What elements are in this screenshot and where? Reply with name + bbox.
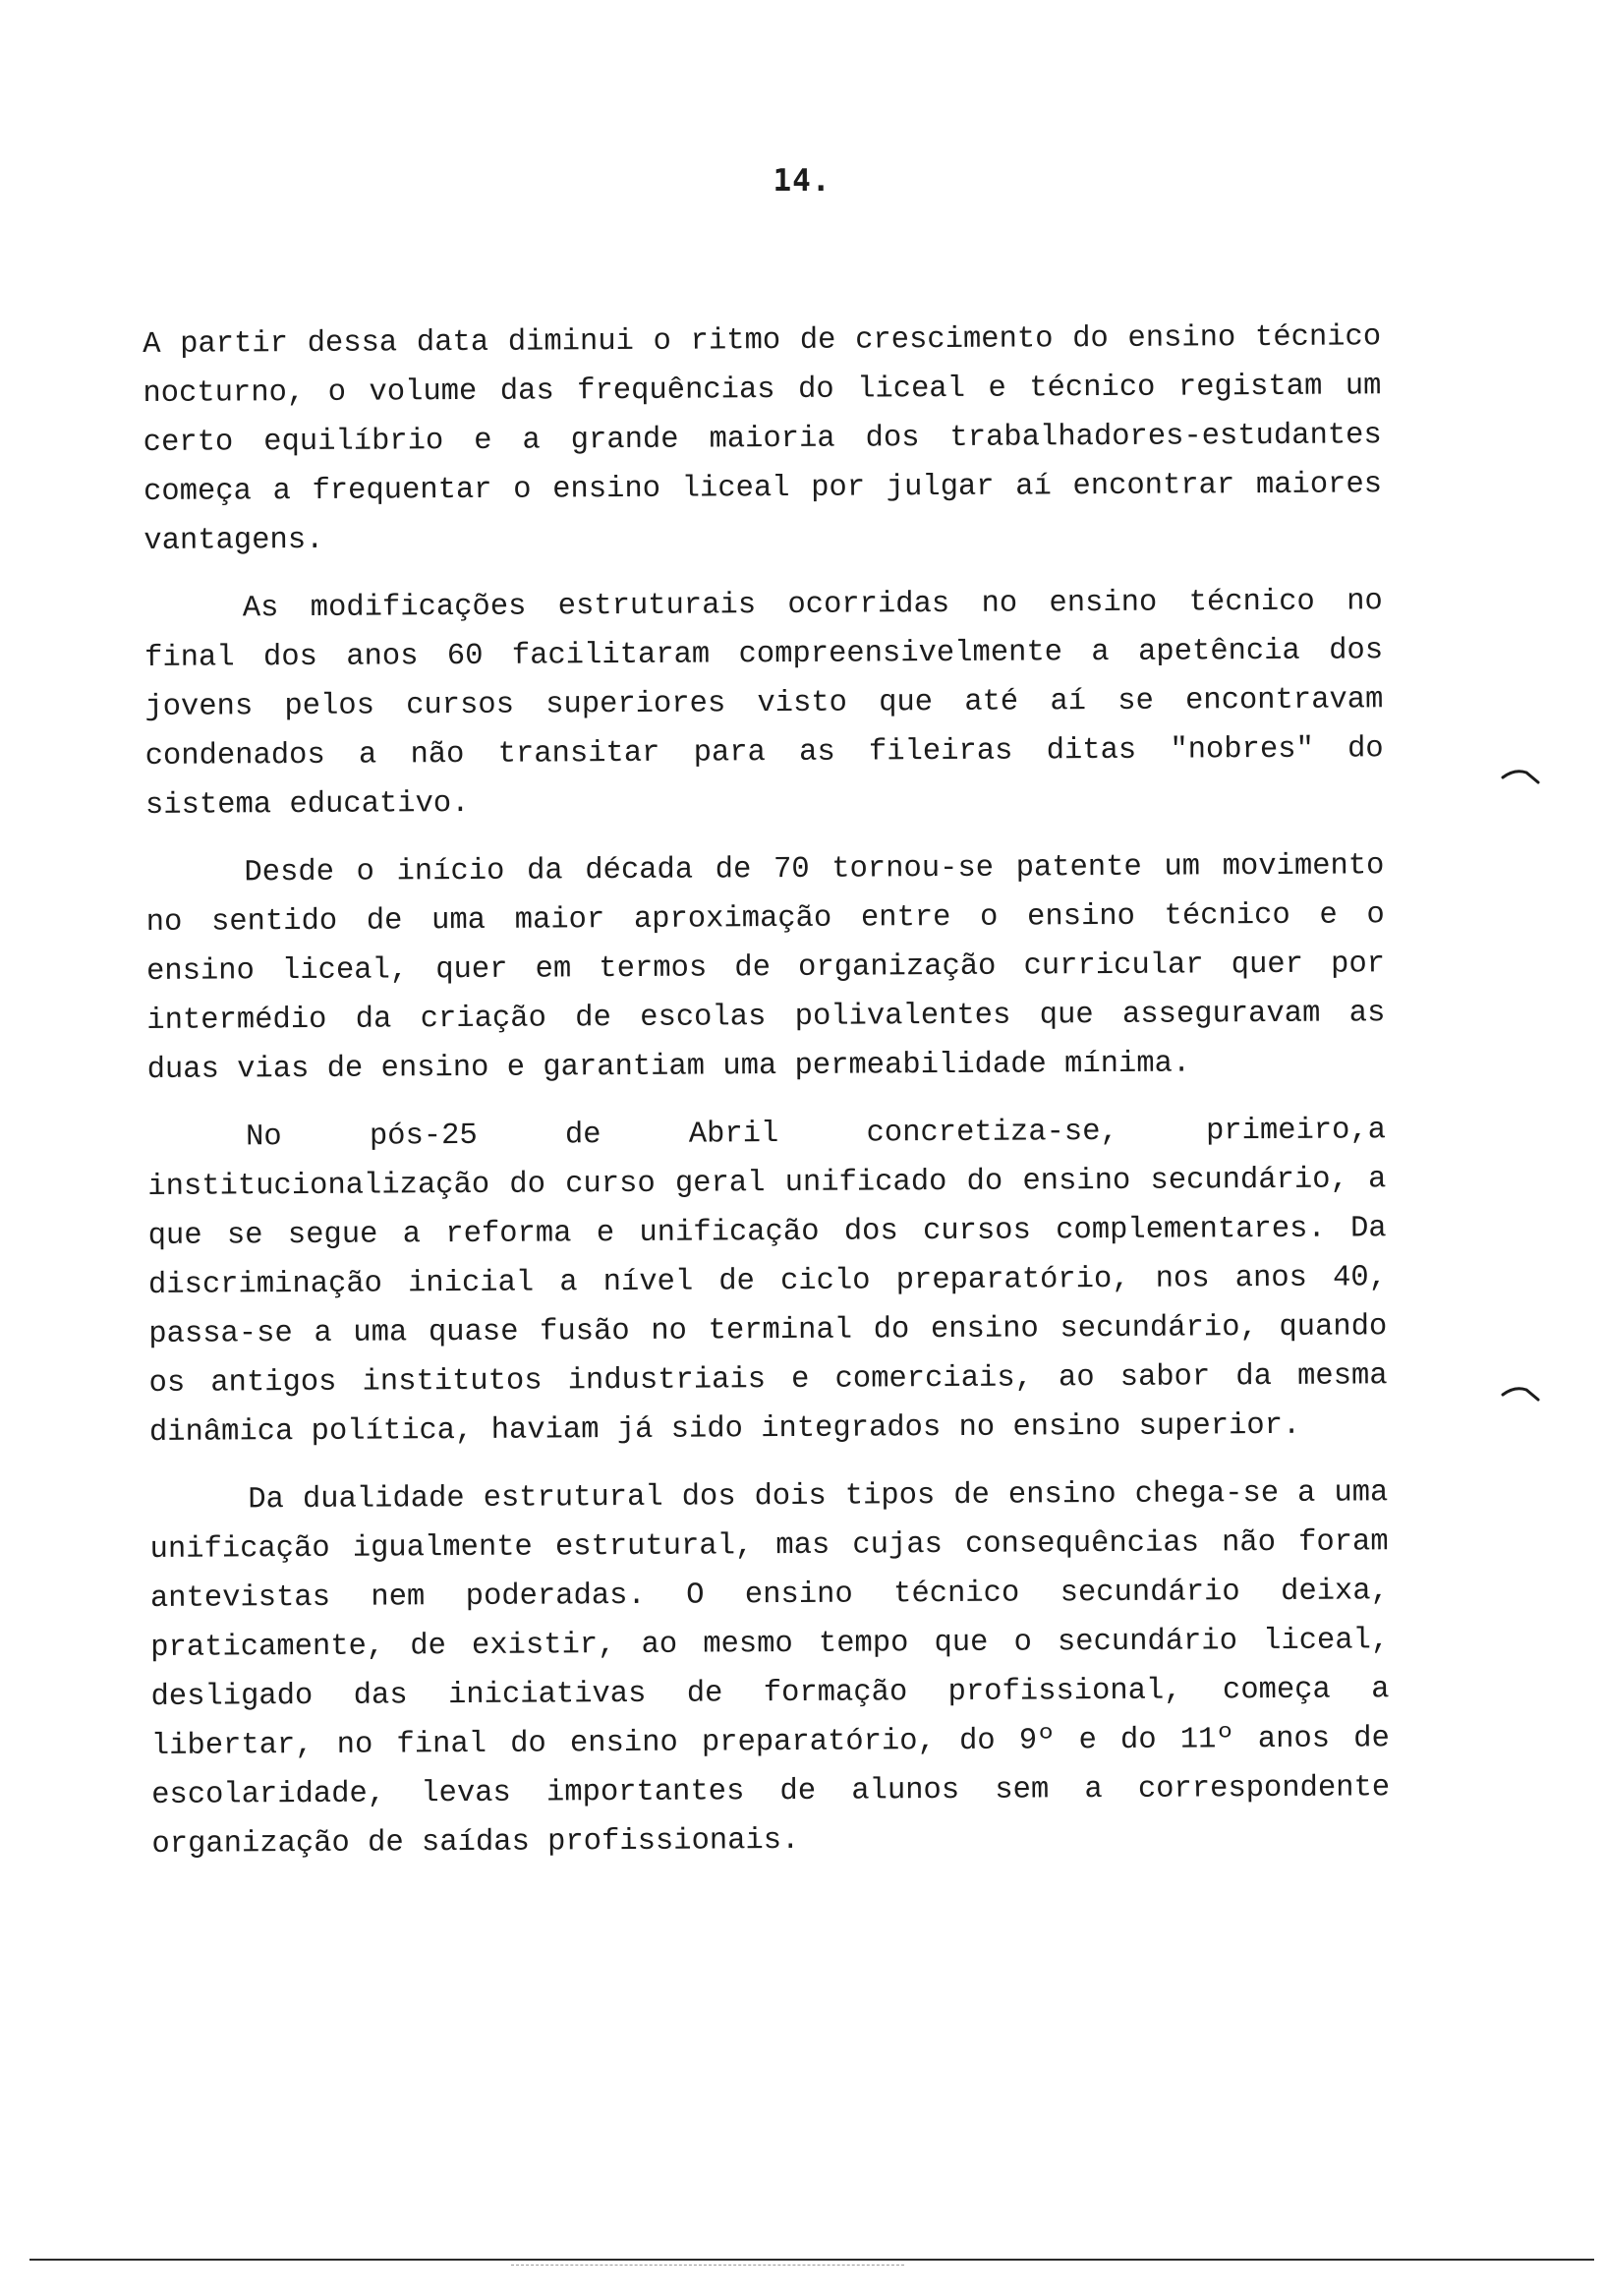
body-text [143,313,1391,1888]
paragraph-5: Da dualidade estrutural dos dois tipos de ensino chega-se a uma unificação igualmente estrutural, mas cujas consequências não foram antevistas nem poderadas. O ensino técnico secundário deixa, praticamente, de existir, ao mesmo tempo que o secundário liceal, desligado das iniciativas de formação profissional, começa a libertar, no final do ensino preparatório, do 9º e do 11º anos de escolaridade, levas importantes de alunos sem a correspondente organização de saídas profissionais. [149,1476,1391,1862]
margin-mark-icon [1501,769,1540,784]
footer-rule-shadow [511,2265,904,2266]
footer-rule [29,2259,1594,2261]
paragraph-2: As modificações estruturais ocorridas no ensino técnico no final dos anos 60 facilitaram compreensivelmente a apetência dos jovens pelos cursos superiores visto que até aí se encontravam condenados a não transitar para as fileiras ditas "nobres" do sistema educativo. [143,585,1384,823]
page-number: 14. [773,163,831,199]
paragraph-4: No pós-25 de Abril concretiza-se, primeiro,a institucionalização do curso geral unificado do ensino secundário, a que se segue a reforma e unificação dos cursos complementares. Da discriminação inicial a nível de ciclo preparatório, nos anos 40, passa-se a uma quase fusão no terminal do ensino secundário, quando os antigos institutos industriais e comerciais, ao sabor da mesma dinâmica política, haviam já sido integrados no ensino superior. [147,1114,1388,1450]
margin-mark-icon [1501,1386,1540,1402]
paragraph-1: A partir dessa data diminui o ritmo de crescimento do ensino técnico nocturno, o volume das frequências do liceal e técnico registam um certo equilíbrio e a grande maioria dos trabalhadores-estudantes começa a frequentar o ensino liceal por julgar aí encontrar maiores vantagens. [143,320,1383,558]
paragraph-3: Desde o início da década de 70 tornou-se patente um movimento no sentido de uma maior aproximação entre o ensino técnico e o ensino liceal, quer em termos de organização curricular quer por intermédio da criação de escolas polivalentes que asseguravam as duas vias de ensino e garantiam uma permeabilidade mínima. [145,849,1386,1087]
